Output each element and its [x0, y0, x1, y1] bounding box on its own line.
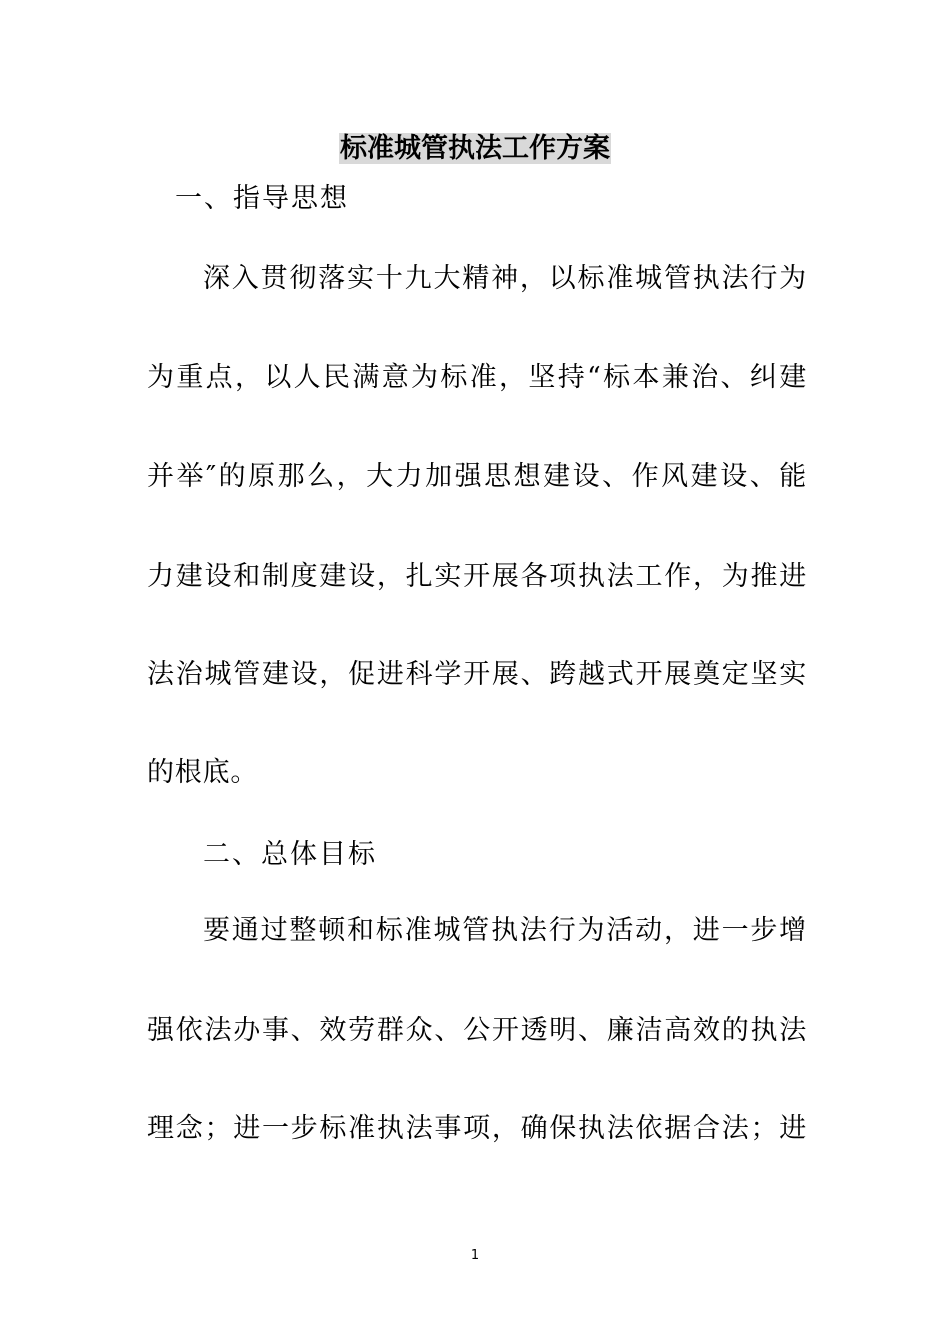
section1-paragraph-line: 力建设和制度建设，扎实开展各项执法工作，为推进	[147, 561, 807, 592]
section2-paragraph-line: 理念；进一步标准执法事项，确保执法依据合法；进	[147, 1113, 807, 1144]
section2-heading: 二、总体目标	[203, 839, 377, 870]
section1-paragraph-line: 的根底。	[147, 757, 259, 788]
document-title	[0, 132, 950, 166]
section1-heading: 一、指导思想	[175, 183, 349, 214]
section1-paragraph-line: 深入贯彻落实十九大精神，以标准城管执法行为	[203, 263, 807, 294]
section1-paragraph-line: 法治城管建设，促进科学开展、跨越式开展奠定坚实	[147, 659, 807, 690]
section1-paragraph-line: 并举″的原那么，大力加强思想建设、作风建设、能	[147, 461, 807, 492]
section1-paragraph-line: 为重点，以人民满意为标准，坚持“标本兼治、纠建	[147, 362, 807, 393]
document-title-text: 标准城管执法工作方案	[340, 133, 610, 164]
section2-paragraph-line: 强依法办事、效劳群众、公开透明、廉洁高效的执法	[147, 1015, 807, 1046]
section2-paragraph-line: 要通过整顿和标准城管执法行为活动，进一步增	[203, 915, 807, 946]
page-number: 1	[470, 1248, 480, 1263]
